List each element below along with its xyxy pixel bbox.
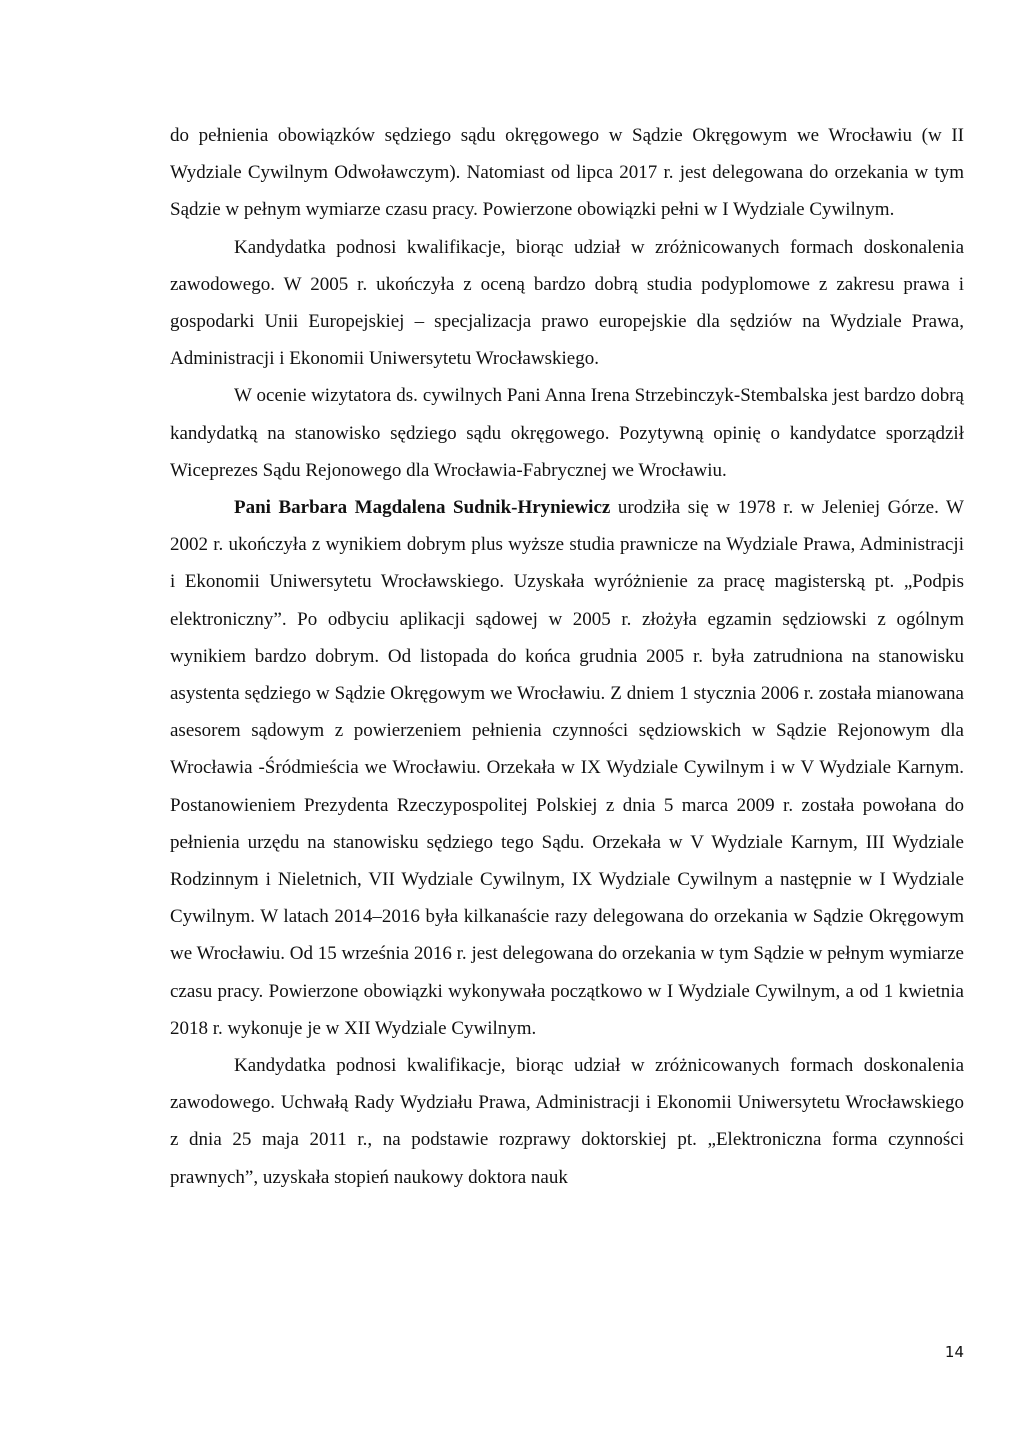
page-number: 14 (944, 1343, 964, 1361)
paragraph-inspector-opinion: W ocenie wizytatora ds. cywilnych Pani Anna Irena Strzebinczyk-Stembalska jest bardzo dobrą kandydatką na stanowisko sędziego sądu okręgowego. Pozytywną opinię o kandydatce sporządził Wiceprezes Sądu Rejonowego dla Wrocławia-Fabrycznej we Wrocławiu. (170, 385, 964, 481)
paragraph-qualifications: Kandydatka podnosi kwalifikacje, biorąc udział w zróżnicowanych formach doskonalenia zawodowego. W 2005 r. ukończyła z oceną bardzo dobrą studia podyplomowe z zakresu prawa i gospodarki Unii Europejskiej – specjalizacja prawo europejskie dla sędziów na Wydziale Prawa, Administracji i Ekonomii Uniwersytetu Wrocławskiego. (170, 236, 964, 370)
paragraph-continued: do pełnienia obowiązków sędziego sądu okręgowego w Sądzie Okręgowym we Wrocławiu (w II Wydziale Cywilnym Odwoławczym). Natomiast od lipca 2017 r. jest delegowana do orzekania w tym Sądzie w pełnym wymiarze czasu pracy. Powierzone obowiązki pełni w I Wydziale Cywilnym. (170, 125, 964, 221)
paragraph-qualifications-2: Kandydatka podnosi kwalifikacje, biorąc udział w zróżnicowanych formach doskonalenia zawodowego. Uchwałą Rady Wydziału Prawa, Administracji i Ekonomii Uniwersytetu Wrocławskiego z dnia 25 maja 2011 r., na podstawie rozprawy doktorskiej pt. „Elektroniczna forma czynności prawnych”, uzyskała stopień naukowy doktora nauk (170, 1055, 964, 1188)
document-body (170, 117, 964, 1196)
paragraph-candidate-bio (170, 489, 964, 1047)
candidate-name: Pani Barbara Magdalena Sudnik-Hryniewicz (234, 497, 611, 519)
candidate-bio-text: urodziła się w 1978 r. w Jeleniej Górze. W 2002 r. ukończyła z wynikiem dobrym plus wyższe studia prawnicze na Wydziale Prawa, Administracji i Ekonomii Uniwersytetu Wrocławskiego. Uzyskała wyróżnienie za pracę magisterską pt. „Podpis elektroniczny”. Po odbyciu aplikacji sądowej w 2005 r. złożyła egzamin sędziowski z ogólnym wynikiem bardzo dobrym. Od listopada do końca grudnia 2005 r. była zatrudniona na stanowisku asystenta sędziego w Sądzie Okręgowym we Wrocławiu. Z dniem 1 stycznia 2006 r. została mianowana asesorem sądowym z powierzeniem pełnienia czynności sędziowskich w Sądzie Rejonowym dla Wrocławia -Śródmieścia we Wrocławiu. Orzekała w IX Wydziale Cywilnym i w V Wydziale Karnym. Postanowieniem Prezydenta Rzeczypospolitej Polskiej z dnia 5 marca 2009 r. została powołana do pełnienia urzędu na stanowisku sędziego tego Sądu. Orzekała w V Wydziale Karnym, III Wydziale Rodzinnym i Nieletnich, VII Wydziale Cywilnym, IX Wydziale Cywilnym a następnie w I Wydziale Cywilnym. W latach 2014–2016 była kilkanaście razy delegowana do orzekania w Sądzie Okręgowym we Wrocławiu. Od 15 września 2016 r. jest delegowana do orzekania w tym Sądzie w pełnym wymiarze czasu pracy. Powierzone obowiązki wykonywała początkowo w I Wydziale Cywilnym, a od 1 kwietnia 2018 r. wykonuje je w XII Wydziale Cywilnym. (170, 497, 964, 1039)
